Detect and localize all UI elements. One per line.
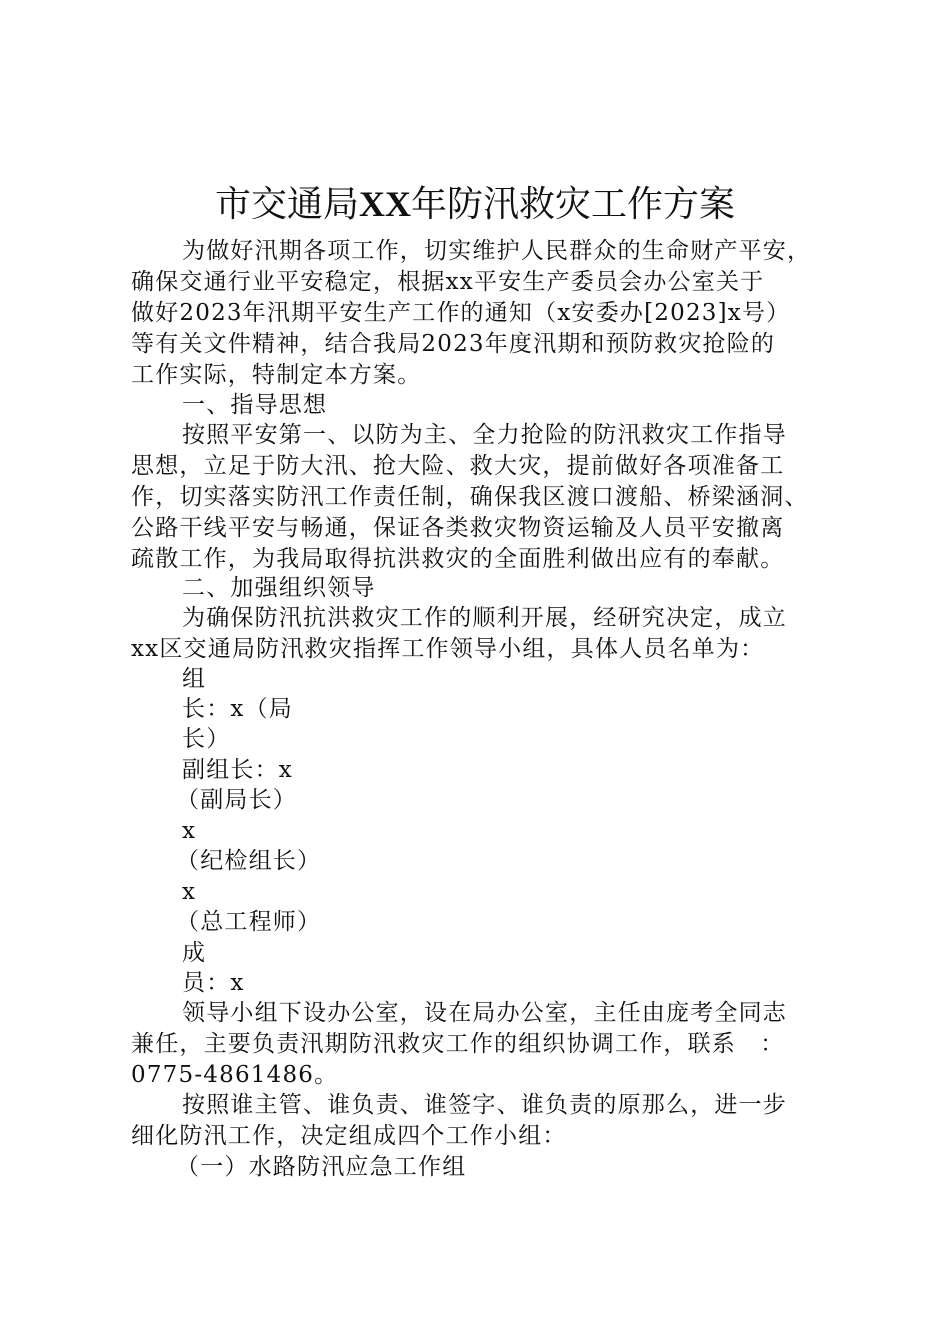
paragraph-line: 确保交通行业平安稳定，根据xx平安生产委员会办公室关于 bbox=[131, 269, 765, 295]
member-line: 成 bbox=[182, 940, 207, 966]
member-line: （纪检组长） bbox=[176, 848, 322, 874]
paragraph-line: 按照平安第一、以防为主、全力抢险的防汛救灾工作指导 bbox=[182, 422, 787, 448]
title-bold: XX bbox=[359, 184, 411, 224]
paragraph-line: 为确保防汛抗洪救灾工作的顺利开展，经研究决定，成立 bbox=[182, 605, 787, 631]
member-line: x bbox=[182, 879, 197, 905]
title-suffix: 年防汛救灾工作方案 bbox=[411, 184, 736, 225]
paragraph-line: 领导小组下设办公室，设在局办公室，主任由庞考全同志 bbox=[182, 1000, 787, 1026]
paragraph-line: 疏散工作，为我局取得抗洪救灾的全面胜利做出应有的奉献。 bbox=[131, 546, 785, 572]
paragraph-line: 等有关文件精神，结合我局2023年度汛期和预防救灾抢险的 bbox=[131, 331, 776, 357]
member-line: （总工程师） bbox=[176, 909, 322, 935]
paragraph-line: 兼任，主要负责汛期防汛救灾工作的组织协调工作，联系 ： bbox=[131, 1031, 785, 1057]
paragraph-line: 做好2023年汛期平安生产工作的通知（x安委办[2023]x号） bbox=[131, 300, 791, 326]
member-line: 组 bbox=[182, 666, 207, 692]
paragraph-line: xx区交通局防汛救灾指挥工作领导小组，具体人员名单为： bbox=[131, 636, 765, 662]
member-line: 长） bbox=[182, 726, 231, 752]
paragraph-line: 思想，立足于防大汛、抢大险、救大灾，提前做好各项准备工 bbox=[131, 453, 785, 479]
subsection-heading: （一）水路防汛应急工作组 bbox=[176, 1154, 467, 1180]
paragraph-line: 按照谁主管、谁负责、谁签字、谁负责的原那么，进一步 bbox=[182, 1092, 787, 1118]
paragraph-line: 0775-4861486。 bbox=[131, 1062, 339, 1088]
paragraph-line: 工作实际，特制定本方案。 bbox=[131, 362, 422, 388]
paragraph-line: 为做好汛期各项工作，切实维护人民群众的生命财产平安， bbox=[182, 238, 812, 264]
member-line: 副组长：x bbox=[182, 757, 293, 783]
paragraph-line: 作，切实落实防汛工作责任制，确保我区渡口渡船、桥梁涵洞、 bbox=[131, 484, 809, 510]
member-line: 长：x（局 bbox=[182, 696, 293, 722]
section-heading: 一、指导思想 bbox=[182, 392, 328, 418]
member-line: x bbox=[182, 818, 197, 844]
member-line: （副局长） bbox=[176, 787, 297, 813]
section-heading: 二、加强组织领导 bbox=[182, 575, 376, 601]
member-line: 员：x bbox=[182, 970, 245, 996]
paragraph-line: 细化防汛工作，决定组成四个工作小组： bbox=[131, 1123, 567, 1149]
title-prefix: 市交通局 bbox=[214, 184, 359, 225]
paragraph-line: 公路干线平安与畅通，保证各类救灾物资运输及人员平安撤离 bbox=[131, 515, 785, 541]
document-title bbox=[0, 182, 950, 227]
